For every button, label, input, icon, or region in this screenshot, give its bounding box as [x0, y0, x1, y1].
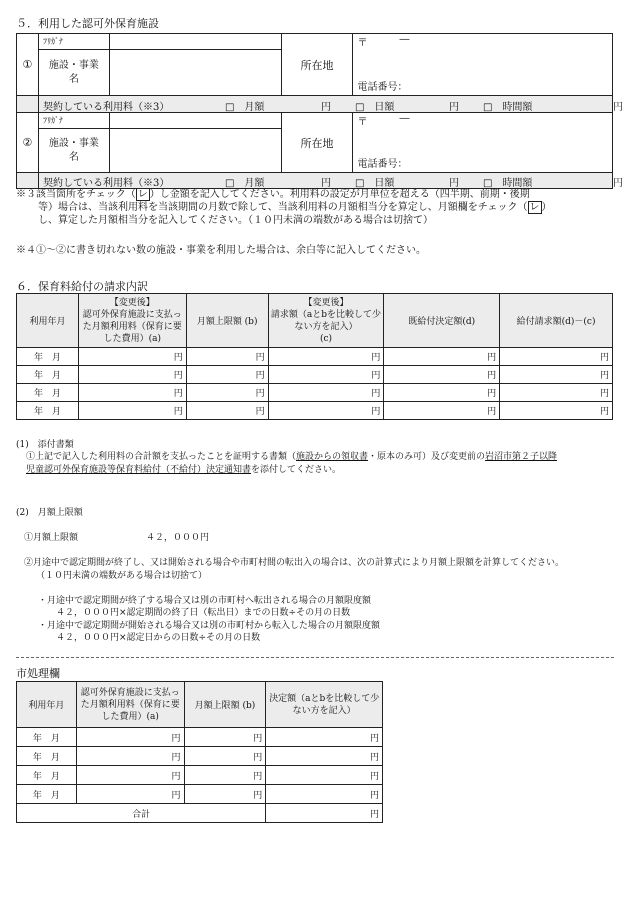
city-header-b: 月額上限額 (b): [184, 682, 266, 728]
daily-yen: 円: [448, 178, 459, 189]
attach-text: ①上記で記入した利用料の合計額を支払ったことを証明する書類（施設からの領収書・原本のみ可）及び変更前の岩沼市第２子以降 児童認可外保育施設等保育料給付（不給付）決定通知書を添付してください。: [26, 452, 558, 475]
monthly-checkbox[interactable]: □ 月額: [224, 102, 265, 113]
section6-title: ６．保育料給付の請求内訳: [16, 280, 148, 293]
amount-a-cell: 円: [76, 766, 184, 785]
facility-name-input[interactable]: [109, 129, 281, 173]
limit-item1-value: ４２，０００円: [146, 533, 210, 543]
amount-a-cell[interactable]: 円: [78, 402, 186, 420]
amount-d-cell[interactable]: 円: [384, 348, 500, 366]
month-cell[interactable]: 年 月: [17, 384, 79, 402]
address-field[interactable]: [353, 34, 613, 96]
amount-e-cell[interactable]: 円: [500, 402, 613, 420]
facility-number: ②: [17, 113, 39, 173]
amount-d-cell[interactable]: 円: [384, 402, 500, 420]
total-label: 合計: [17, 804, 266, 823]
month-cell: 年 月: [17, 747, 77, 766]
limit-bullet2: ・月途中で認定期間が開始される場合又は別の市町村から転入した場合の月額限度額: [38, 621, 381, 631]
table-row: [17, 728, 383, 747]
table-row: [17, 366, 613, 384]
location-label: 所在地: [281, 113, 353, 173]
table-row: [17, 766, 383, 785]
limit-bullet1: ・月途中で認定期間が終了する場合又は別の市町村へ転出される場合の月額限度額: [38, 596, 372, 606]
section5-title: ５．利用した認可外保育施設: [16, 17, 159, 30]
amount-d-cell[interactable]: 円: [384, 384, 500, 402]
amount-c-cell[interactable]: 円: [268, 366, 384, 384]
phone-label: 電話番号：: [357, 82, 408, 93]
facility-number: ①: [17, 34, 39, 96]
attach-heading: (1) 添付書類: [16, 440, 74, 450]
daily-checkbox[interactable]: □ 日額: [354, 178, 395, 189]
hourly-yen: 円: [612, 102, 623, 113]
hourly-yen: 円: [612, 178, 623, 189]
amount-e-cell[interactable]: 円: [500, 384, 613, 402]
table-row: [17, 348, 613, 366]
contract-fee-row: [38, 96, 623, 113]
amount-c-cell: 円: [266, 766, 383, 785]
amount-b-cell[interactable]: 円: [186, 348, 268, 366]
monthly-checkbox[interactable]: □ 月額: [224, 178, 265, 189]
amount-a-cell: 円: [76, 747, 184, 766]
facility-name-label: 施設・事業 名: [38, 50, 109, 96]
city-header-month: 利用年月: [17, 682, 77, 728]
postal-mark: 〒: [357, 117, 368, 128]
monthly-yen: 円: [320, 102, 331, 113]
amount-b-cell: 円: [184, 728, 266, 747]
claim-table: [16, 293, 613, 420]
note-4: ※４①～②に書き切れない数の施設・事業を利用した場合は、余白等に記入してください。: [16, 245, 426, 256]
amount-d-cell[interactable]: 円: [384, 366, 500, 384]
header-c: 【変更後】 請求額（aとbを比較して少ない方を記入） (c): [268, 294, 384, 348]
furigana-input[interactable]: [109, 34, 281, 50]
header-b: 月額上限額 (b): [186, 294, 268, 348]
month-cell: 年 月: [17, 766, 77, 785]
amount-c-cell[interactable]: 円: [268, 348, 384, 366]
amount-b-cell[interactable]: 円: [186, 384, 268, 402]
amount-b-cell: 円: [184, 766, 266, 785]
header-a: 【変更後】 認可外保育施設に支払った月額利用料（保育に要した費用）(a): [78, 294, 186, 348]
header-month: 利用年月: [17, 294, 79, 348]
month-cell: 年 月: [17, 785, 77, 804]
amount-e-cell[interactable]: 円: [500, 348, 613, 366]
note-3: ※３該当箇所をチェック（ レ ）し金額を記入してください。利用料の設定が月単位を超える（四半期、前期・後期 等）場合は、当該利用料を当該期間の月数で除して、当該利用料の月額相当分を算定し、月額欄をチェック（ レ ） し、算定した月額相当分を記入してください。（１０円未満の端数がある場合は切捨て）: [16, 189, 552, 226]
table-row: [17, 785, 383, 804]
amount-a-cell: 円: [76, 728, 184, 747]
location-label: 所在地: [281, 34, 353, 96]
amount-b-cell[interactable]: 円: [186, 402, 268, 420]
contract-fee-row: [38, 173, 623, 189]
limit-formula1: ４２，０００円×認定期間の終了日（転出日）までの日数÷その月の日数: [56, 608, 351, 618]
city-title: 市処理欄: [16, 667, 60, 680]
amount-c-cell: 円: [266, 747, 383, 766]
city-table: [16, 681, 383, 823]
total-cell: 円: [266, 804, 383, 823]
check-mark-icon: レ: [529, 202, 540, 213]
amount-b-cell: 円: [184, 747, 266, 766]
header-d: 既給付決定額(d): [384, 294, 500, 348]
facility-name-label: 施設・事業 名: [38, 129, 109, 173]
furigana-label: ﾌﾘｶﾞﾅ: [38, 113, 109, 129]
limit-formula2: ４２，０００円×認定日からの日数÷その月の日数: [56, 633, 261, 643]
amount-a-cell[interactable]: 円: [78, 348, 186, 366]
amount-c-cell: 円: [266, 728, 383, 747]
furigana-label: ﾌﾘｶﾞﾅ: [38, 34, 109, 50]
facility-name-input[interactable]: [109, 50, 281, 96]
city-header-a: 認可外保育施設に支払った月額利用料（保育に要した費用）(a): [76, 682, 184, 728]
contract-fee-label: 契約している利用料（※3）: [42, 178, 170, 189]
address-field[interactable]: [353, 113, 613, 173]
amount-e-cell[interactable]: 円: [500, 366, 613, 384]
table-row: [17, 747, 383, 766]
postal-dash: ―: [399, 34, 410, 45]
month-cell[interactable]: 年 月: [17, 402, 79, 420]
month-cell[interactable]: 年 月: [17, 366, 79, 384]
amount-c-cell: 円: [266, 785, 383, 804]
total-row: [17, 804, 383, 823]
month-cell: 年 月: [17, 728, 77, 747]
postal-mark: 〒: [357, 38, 368, 49]
amount-c-cell[interactable]: 円: [268, 384, 384, 402]
check-mark-icon: レ: [137, 189, 148, 200]
contract-fee-label: 契約している利用料（※3）: [42, 102, 170, 113]
monthly-yen: 円: [320, 178, 331, 189]
daily-yen: 円: [448, 102, 459, 113]
amount-a-cell[interactable]: 円: [78, 366, 186, 384]
limit-item2: ②月途中で認定期間が終了し、又は開始される場合や市町村間の転出入の場合は、次の計算式により月額上限額を計算してください。: [24, 558, 565, 568]
amount-b-cell: 円: [184, 785, 266, 804]
furigana-input[interactable]: [109, 113, 281, 129]
postal-dash: ―: [399, 113, 410, 124]
amount-c-cell[interactable]: 円: [268, 402, 384, 420]
daily-checkbox[interactable]: □ 日額: [354, 102, 395, 113]
month-cell[interactable]: 年 月: [17, 348, 79, 366]
amount-a-cell[interactable]: 円: [78, 384, 186, 402]
city-header-c: 決定額（aとbを比較して少ない方を記入）: [266, 682, 383, 728]
limit-item2b: （１０円未満の端数がある場合は切捨て）: [36, 571, 208, 581]
limit-item1-label: ①月額上限額: [24, 533, 79, 543]
limit-heading: (2) 月額上限額: [16, 508, 83, 518]
divider: [16, 657, 614, 658]
table-row: [17, 402, 613, 420]
amount-b-cell[interactable]: 円: [186, 366, 268, 384]
facility-table: [16, 33, 623, 189]
phone-label: 電話番号：: [357, 159, 408, 170]
table-row: [17, 384, 613, 402]
header-e: 給付請求額(d)－(c): [500, 294, 613, 348]
hourly-checkbox[interactable]: □ 時間額: [482, 102, 533, 113]
amount-a-cell: 円: [76, 785, 184, 804]
hourly-checkbox[interactable]: □ 時間額: [482, 178, 533, 189]
